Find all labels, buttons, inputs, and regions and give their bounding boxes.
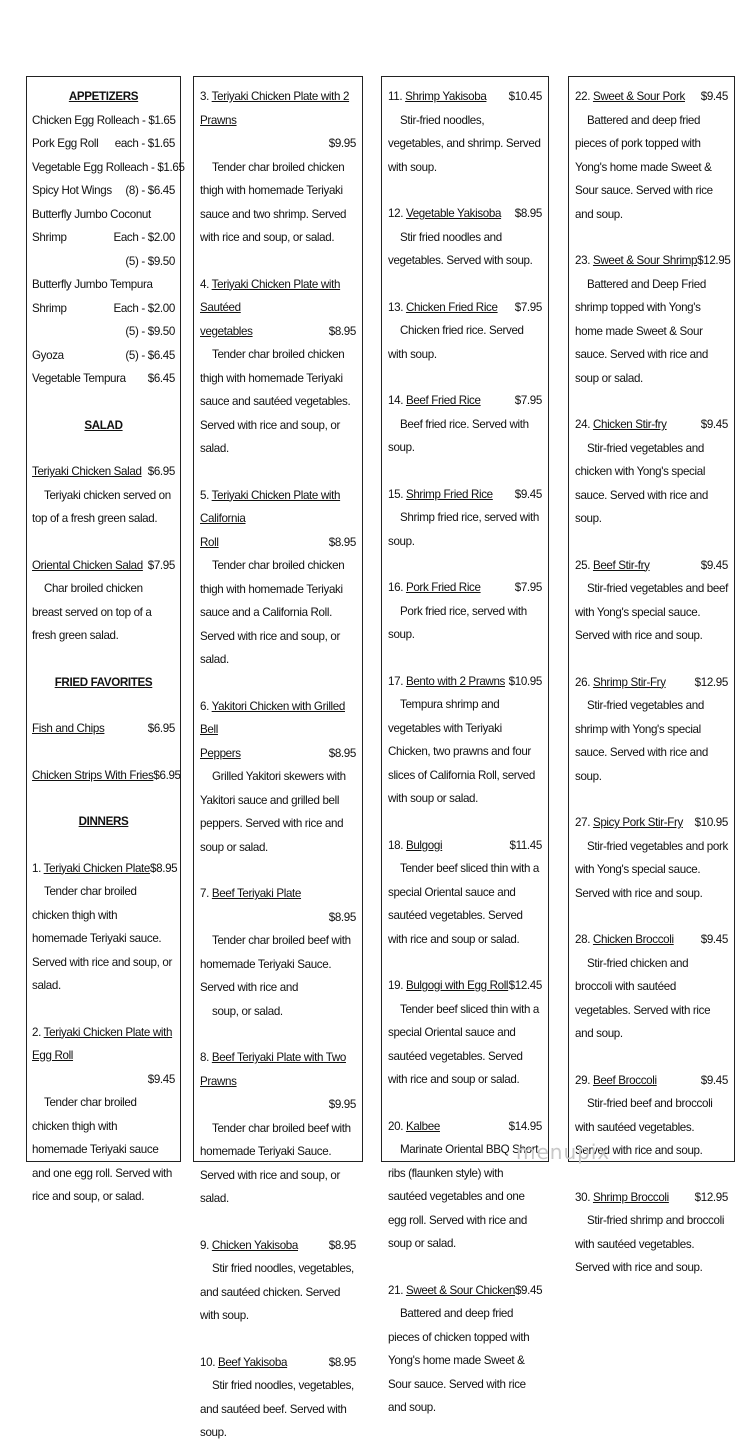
salad-heading: SALAD xyxy=(84,418,123,432)
menu-item: Oriental Chicken Salad $7.95 Char broiled chicken breast served on top of a fresh green salad. xyxy=(32,558,175,642)
menu-item: 17. Bento with 2 Prawns $10.95 Tempura shrimp and vegetables with Teriyaki Chicken, two prawns and four slices of California Roll, served with soup or salad. xyxy=(388,674,542,805)
menu-item: Chicken Strips With Fries $6.95 xyxy=(32,768,181,782)
menu-column-3 xyxy=(381,76,549,1414)
menu-item: 27. Spicy Pork Stir-Fry $10.95 Stir-fried vegetables and pork with Yong's special sauce. Served with rice and soup. xyxy=(575,816,728,900)
menu-item: 24. Chicken Stir-fry $9.45 Stir-fried vegetables and chicken with Yong's special sauce. Served with rice and soup. xyxy=(575,418,728,525)
menu-item: 14. Beef Fried Rice $7.95 Beef fried rice. Served with soup. xyxy=(388,394,542,454)
watermark: menupix xyxy=(516,1140,611,1164)
menu-item: 22. Sweet & Sour Pork $9.45 Battered and deep fried pieces of pork topped with Yong's home made Sweet & Sour sauce. Served with rice and soup. xyxy=(575,90,728,221)
menu-item: 4. Teriyaki Chicken Plate with Sautéed vegetables $8.95 Tender char broiled chicken thigh with homemade Teriyaki sauce and sautéed vegetables. Served with rice and soup, or salad. xyxy=(200,277,356,455)
menu-item: 13. Chicken Fried Rice $7.95 Chicken fried rice. Served with soup. xyxy=(388,300,542,361)
appetizers-heading: APPETIZERS xyxy=(68,90,139,103)
menu-item: Fish and Chips $6.95 xyxy=(32,722,175,735)
menu-item: Chicken Egg Roll each - $1.65 xyxy=(32,113,176,127)
menu-item: 3. Teriyaki Chicken Plate with 2 Prawns $9.95 Tender char broiled chicken thigh with homemade Teriyaki sauce and two shrimp. Served with rice and soup, or salad. xyxy=(200,90,356,244)
menu-item: 12. Vegetable Yakisoba $8.95 Stir fried noodles and vegetables. Served with soup. xyxy=(388,207,542,267)
dinners-heading: DINNERS xyxy=(78,815,129,828)
menu-item-coconut-shrimp: Butterfly Jumbo Coconut Shrimp Each - $2.00 (5) - $9.50 xyxy=(32,207,175,268)
menu-item-tempura-shrimp: Butterfly Jumbo Tempura Shrimp Each - $2.00 (5) - $9.50 xyxy=(32,278,175,338)
menu-item: 26. Shrimp Stir-Fry $12.95 Stir-fried vegetables and shrimp with Yong's special sauce. Served with rice and soup. xyxy=(575,675,728,783)
menu-item: 21. Sweet & Sour Chicken $9.45 Battered and deep fried pieces of chicken topped with Yong's home made Sweet & Sour sauce. Served with rice and soup. xyxy=(388,1283,543,1414)
menu-item: Vegetable Tempura $6.45 xyxy=(32,372,175,385)
menu-item: 23. Sweet & Sour Shrimp $12.95 Battered and Deep Fried shrimp topped with Yong's home made Sweet & Sour sauce. Served with rice and soup or salad. xyxy=(575,254,731,385)
fried-favorites-heading: FRIED FAVORITES xyxy=(54,675,153,689)
menu-item: 28. Chicken Broccoli $9.45 Stir-fried chicken and broccoli with sautéed vegetables. Served with rice and soup. xyxy=(575,933,728,1040)
menu-item: 9. Chicken Yakisoba $8.95 Stir fried noodles, vegetables, and sautéed chicken. Served with soup. xyxy=(200,1238,356,1322)
menu-item: 15. Shrimp Fried Rice $9.45 Shrimp fried rice, served with soup. xyxy=(388,487,542,548)
menu-item: Teriyaki Chicken Salad $6.95 Teriyaki chicken served on top of a fresh green salad. xyxy=(32,465,175,525)
menu-item: 6. Yakitori Chicken with Grilled Bell Peppers $8.95 Grilled Yakitori skewers with Yakitori sauce and grilled bell peppers. Served with rice and soup or salad. xyxy=(200,699,356,854)
menu-item: 18. Bulgogi $11.45 Tender beef sliced thin with a special Oriental sauce and sautéed vegetables. Served with rice and soup or salad. xyxy=(388,838,542,946)
menu-item: 30. Shrimp Broccoli $12.95 Stir-fried shrimp and broccoli with sautéed vegetables. Served with rice and soup. xyxy=(575,1190,728,1274)
menu-item: 20. Kalbee $14.95 Marinate Oriental BBQ Short ribs (flaunken style) with sautéed vegetables and one egg roll. Served with rice and soup or salad. xyxy=(388,1119,542,1250)
menu-item: 2. Teriyaki Chicken Plate with Egg Roll $9.45 Tender char broiled chicken thigh with homemade Teriyaki sauce and one egg roll. Served with rice and soup, or salad. xyxy=(32,1025,175,1203)
menu-item: 1. Teriyaki Chicken Plate $8.95 Tender char broiled chicken thigh with homemade Teriyaki sauce. Served with rice and soup, or salad. xyxy=(32,861,178,992)
menu-item: 16. Pork Fried Rice $7.95 Pork fried rice, served with soup. xyxy=(388,581,542,641)
menu-column-1 xyxy=(26,76,185,1203)
menu-item: Pork Egg Roll each - $1.65 xyxy=(32,137,175,150)
menu-item: 19. Bulgogi with Egg Roll $12.45 Tender beef sliced thin with a special Oriental sauce and sautéed vegetables. Served with rice and soup or salad. xyxy=(388,979,542,1086)
menu-item: 29. Beef Broccoli $9.45 Stir-fried beef and broccoli with sautéed vegetables. Served with rice and soup. xyxy=(575,1073,728,1157)
menu-item: Spicy Hot Wings (8) - $6.45 xyxy=(32,184,175,197)
menu-item: 8. Beef Teriyaki Plate with Two Prawns $9.95 Tender char broiled beef with homemade Teriyaki Sauce. Served with rice and soup, or salad. xyxy=(200,1051,356,1205)
menu-item: 5. Teriyaki Chicken Plate with California Roll $8.95 Tender char broiled chicken thigh with homemade Teriyaki sauce and a California Roll. Served with rice and soup, or salad. xyxy=(200,488,356,666)
menu-item: Vegetable Egg Roll each - $1.65 xyxy=(32,160,185,174)
menu-item: 10. Beef Yakisoba $8.95 Stir fried noodles, vegetables, and sautéed beef. Served with soup. xyxy=(200,1355,356,1439)
menu-item: 11. Shrimp Yakisoba $10.45 Stir-fried noodles, vegetables, and shrimp. Served with soup. xyxy=(388,90,542,174)
menu-item: Gyoza (5) - $6.45 xyxy=(32,348,175,362)
menu-column-2 xyxy=(193,76,363,1439)
menu-item: 7. Beef Teriyaki Plate $8.95 Tender char broiled beef with homemade Teriyaki Sauce. Served with rice and soup, or salad. xyxy=(200,887,356,1018)
menu-column-4 xyxy=(568,76,735,1274)
menu-item: 25. Beef Stir-fry $9.45 Stir-fried vegetables and beef with Yong's special sauce. Served with rice and soup. xyxy=(575,558,728,642)
